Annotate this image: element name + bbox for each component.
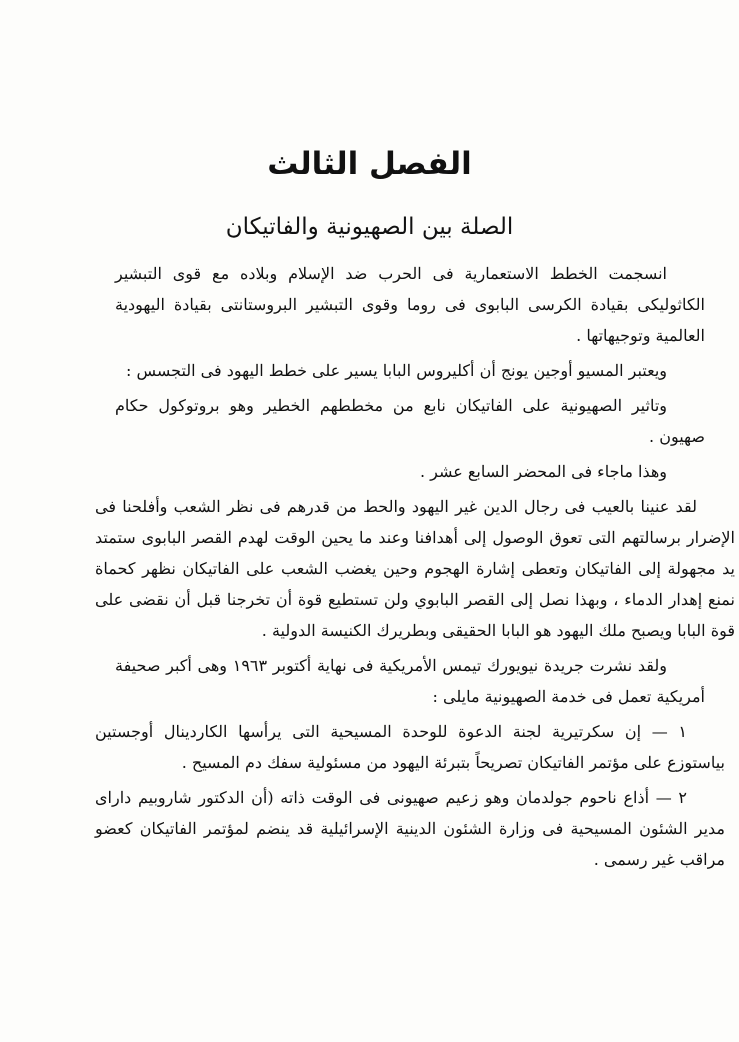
paragraph: ويعتبر المسيو أوجين يونج أن أكليروس البابا يسير على خطط اليهود فى التجسس : [125,361,667,380]
numbered-item: ٢ — أذاع ناحوم جولدمان وهو زعيم صهيونى فى الوقت ذاته (أن الدكتور شاروبيم داراى مدير الشئون المسيحية فى وزارة الشئون الدينية الإسرائيلية قد ينضم لمؤتمر الفاتيكان كعضو مراقب غير رسمى . [95,788,725,869]
paragraph: لقد عنينا بالعيب فى رجال الدين غير اليهود والحط من قدرهم فى نظر الشعب وأفلحنا فى الإضرار برسالتهم التى تعوق الوصول إلى أهدافنا وعند ما يحين الوقت لهدم القصر البابوى ستمتد يد مجهولة إلى الفاتيكان وتعطى إشارة الهجوم وحين يغضب الشعب على الفاتيكان نظهر كحماة نمنع إهدار الدماء ، وبهذا نصل إلى القصر البابوي ولن تستطيع قوة أن تخرجنا قبل أن نقضى على قوة البابا ويصبح ملك اليهود هو البابا الحقيقى وبطريرك الكنيسة الدولية . [95,497,735,640]
section-title: الصلة بين الصهيونية والفاتيكان [225,214,514,240]
paragraph: ولقد نشرت جريدة نيويورك تيمس الأمريكية فى نهاية أكتوبر ١٩٦٣ وهى أكبر صحيفة أمريكية تعمل فى خدمة الصهيونية مايلى : [115,656,705,706]
paragraph: انسجمت الخطط الاستعمارية فى الحرب ضد الإسلام وبلاده مع قوى التبشير الكاثوليكى بقيادة الكرسى البابوى فى روما وقوى التبشير البروستانتى بقيادة اليهودية العالمية وتوجيهاتها . [115,264,705,345]
numbered-item: ١ — إن سكرتيرية لجنة الدعوة للوحدة المسيحية التى يرأسها الكاردينال أوجستين بياستوزع على مؤتمر الفاتيكان تصريحاً بتبرئة اليهود من مسئولية سفك دم المسيح . [95,722,725,772]
chapter-heading: الفصل الثالث [267,146,472,182]
paragraph: وهذا ماجاء فى المحضر السابع عشر . [419,462,667,481]
paragraph: وتاثير الصهيونية على الفاتيكان نابع من مخططهم الخطير وهو بروتوكول حكام صهيون . [115,396,705,446]
body-text [95,258,735,879]
